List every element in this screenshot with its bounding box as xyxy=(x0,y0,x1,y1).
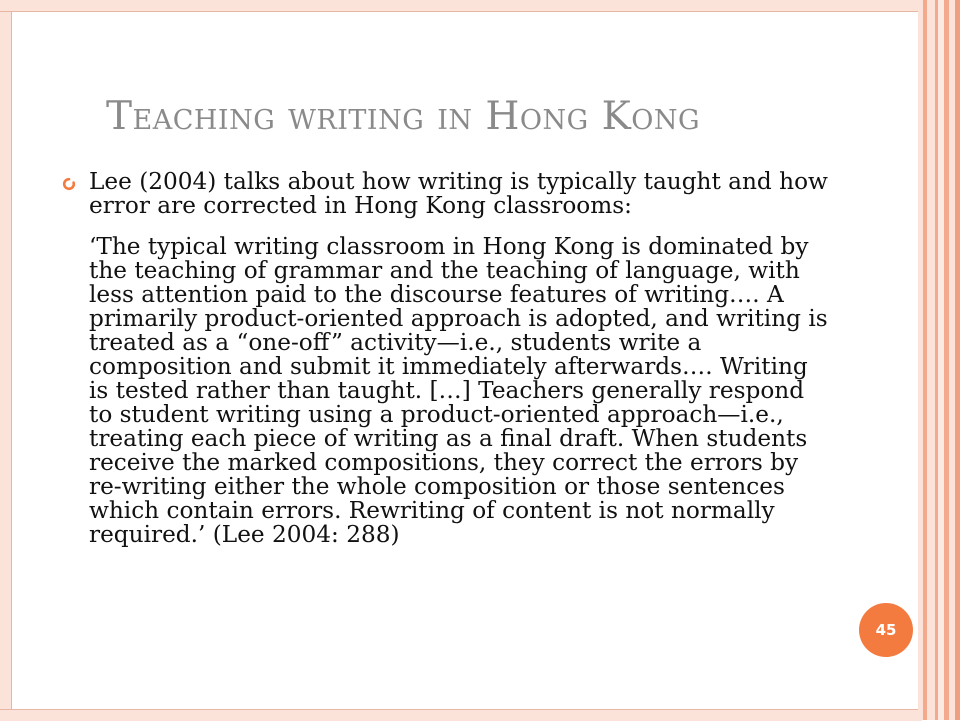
slide-frame-bottom xyxy=(0,709,922,721)
bullet-item xyxy=(62,170,832,218)
frame-stripe xyxy=(927,0,935,720)
slide-frame-right xyxy=(918,0,960,720)
slide-frame-left xyxy=(0,0,12,720)
slide-title: Teaching writing in Hong Kong xyxy=(106,94,701,139)
page-number-badge xyxy=(859,603,913,657)
quote-text: ‘The typical writing classroom in Hong Kong is dominated by the teaching of grammar and the teaching of language, with less attention paid to the discourse features of writing…. A primarily product-oriented approach is adopted, and writing is treated as a “one-off” activity—i.e., students write a composition and submit it immediately afterwards…. Writing is tested rather than taught. […] Teachers generally respond to student writing using a product-oriented approach—i.e., treating each piece of writing as a final draft. When students receive the marked compositions, they correct the errors by re-writing either the whole composition or those sentences which contain errors. Rewriting of content is not normally required.’ (Lee 2004: 288) xyxy=(89,233,828,548)
page-number: 45 xyxy=(875,621,897,639)
slide-frame-top xyxy=(0,0,922,12)
frame-stripe xyxy=(955,0,960,720)
open-circle-bullet-icon xyxy=(62,177,76,191)
bullet-text: Lee (2004) talks about how writing is typically taught and how error are corrected in Hong Kong classrooms: xyxy=(89,168,828,219)
slide-body xyxy=(62,170,832,547)
